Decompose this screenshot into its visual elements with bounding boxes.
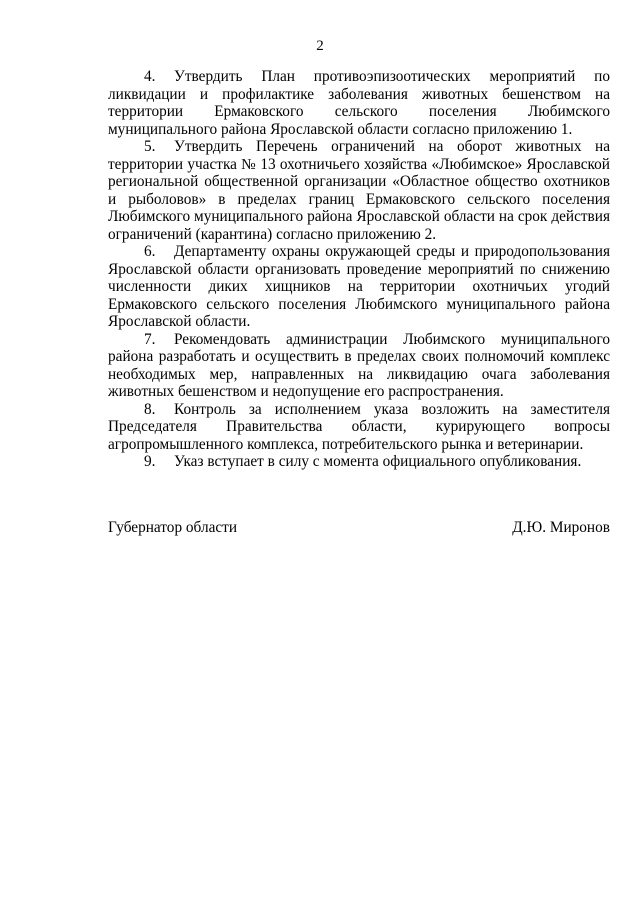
paragraph-4 bbox=[108, 68, 610, 138]
paragraph-8 bbox=[108, 401, 610, 454]
paragraph-text: Утвердить План противоэпизоотических мероприятий по ликвидации и профилактике заболевания животных бешенством на территории Ермаковского сельского поселения Любимского муниципального района Ярославской области согласно приложению 1. bbox=[108, 68, 610, 138]
paragraph-9 bbox=[108, 453, 610, 471]
paragraph-text: Утвердить Перечень ограничений на оборот животных на территории участка № 13 охотничьего хозяйства «Любимское» Ярославской региональной общественной организации «Областное общество охотников и рыболовов» в пределах границ Ермаковского сельского поселения Любимского муниципального района Ярославской области на срок действия ограничений (карантина) согласно приложению 2. bbox=[108, 138, 610, 243]
paragraph-text: Департаменту охраны окружающей среды и природопользования Ярославской области организовать проведение мероприятий по снижению численности диких хищников на территории охотничьих угодий Ермаковского сельского поселения Любимского муниципального района Ярославской области. bbox=[108, 243, 610, 330]
signatory-name: Д.Ю. Миронов bbox=[512, 519, 610, 536]
page-number: 2 bbox=[316, 38, 324, 54]
paragraph-number: 9. bbox=[144, 453, 156, 470]
paragraph-7 bbox=[108, 331, 610, 401]
paragraph-text: Контроль за исполнением указа возложить на заместителя Председателя Правительства области, курирующего вопросы агропромышленного комплекса, потребительского рынка и ветеринарии. bbox=[108, 400, 610, 453]
decree-body bbox=[108, 68, 610, 471]
signatory-position: Губернатор области bbox=[108, 519, 238, 536]
paragraph-number: 8. bbox=[144, 400, 156, 418]
paragraph-5 bbox=[108, 138, 610, 243]
paragraph-number: 7. bbox=[144, 330, 156, 348]
paragraph-text: Указ вступает в силу с момента официального опубликования. bbox=[174, 453, 582, 470]
paragraph-number: 6. bbox=[144, 243, 156, 260]
paragraph-number: 4. bbox=[144, 68, 156, 85]
paragraph-text: Рекомендовать администрации Любимского муниципального района разработать и осуществить в пределах своих полномочий комплекс необходимых мер, направленных на ликвидацию очага заболевания животных бешенством и недопущение его распространения. bbox=[108, 330, 610, 400]
paragraph-number: 5. bbox=[144, 138, 156, 155]
paragraph-6 bbox=[108, 243, 610, 331]
